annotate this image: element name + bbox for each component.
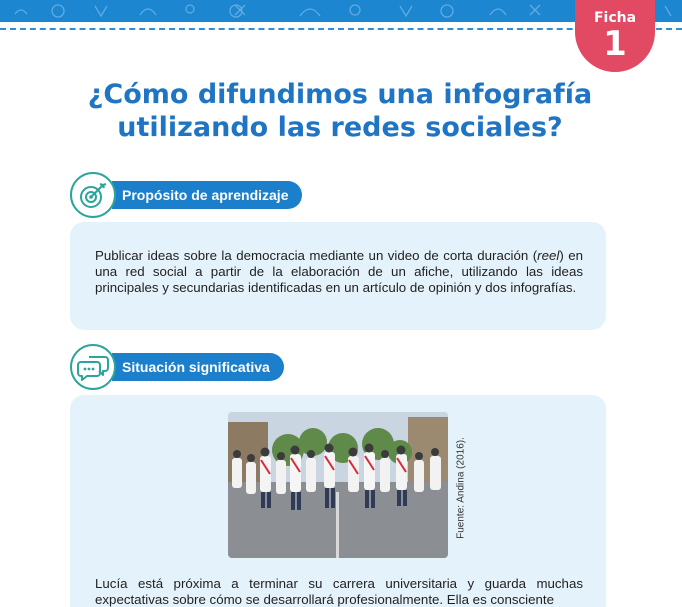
march-photo-illustration xyxy=(228,412,448,558)
page-title xyxy=(60,78,620,144)
proposito-heading xyxy=(112,181,302,209)
proposito-heading-text: Propósito de aprendizaje xyxy=(122,187,289,203)
ficha-tab xyxy=(575,0,655,72)
reel-term: reel xyxy=(537,248,560,263)
target-icon xyxy=(70,172,116,218)
situacion-heading xyxy=(112,353,284,381)
page-title-line2: utilizando las redes sociales? xyxy=(117,112,563,143)
photo-caption-text: Fuente: Andina (2016). xyxy=(455,437,467,539)
ficha-number: 1 xyxy=(603,24,627,64)
march-photo xyxy=(228,412,448,558)
chat-bubbles-icon xyxy=(70,344,116,390)
page-title-line1: ¿Cómo difundimos una infografía xyxy=(87,79,593,110)
ficha-label: Ficha xyxy=(593,10,637,26)
situacion-text: Lucía está próxima a terminar su carrera universitaria y guarda muchas expectativas sobre cómo se desarrollará profesionalmente. Ella es consciente xyxy=(95,576,583,607)
proposito-text: Publicar ideas sobre la democracia mediante un video de corta duración (reel) en una red social a partir de la elaboración de un afiche, utilizando las ideas principales y secundarias identificadas en un artículo de opinión y dos infografías. xyxy=(95,248,583,295)
situacion-heading-text: Situación significativa xyxy=(122,359,270,375)
